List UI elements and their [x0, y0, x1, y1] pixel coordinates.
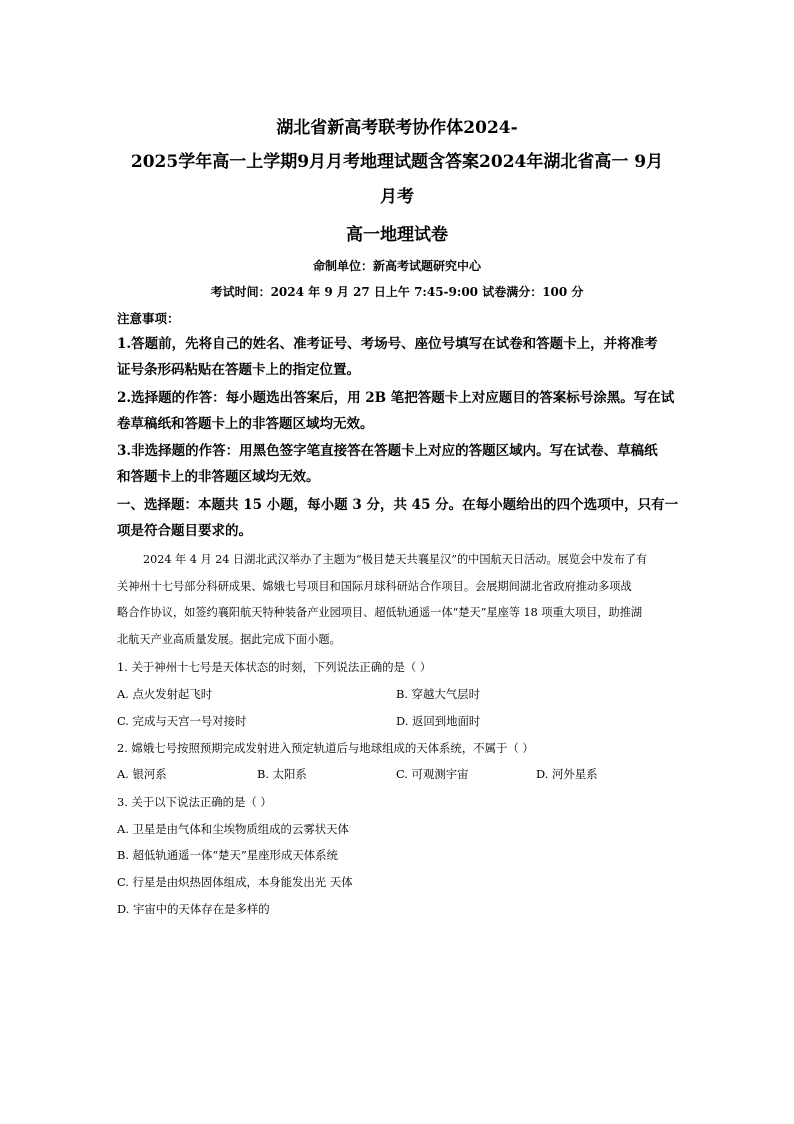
note-2-line-2: 卷草稿纸和答题卡上的非答题区域均无效。 [117, 416, 374, 432]
question-1-option-d: D. 返回到地面时 [396, 714, 481, 728]
question-2-option-d: D. 河外星系 [536, 767, 598, 781]
note-1-line-1: 1.答题前，先将自己的姓名、准考证号、考场号、座位号填写在试卷和答题卡上，并将准考 [117, 336, 658, 352]
notes-heading: 注意事项： [117, 311, 180, 326]
question-1-stem: 1. 关于神州十七号是天体状态的时刻，下列说法正确的是（ ） [117, 660, 432, 674]
question-2-option-b: B. 太阳系 [257, 767, 307, 781]
passage-line-3: 略合作协议，如签约襄阳航天特种装备产业园项目、超低轨通遥一体“楚天”星座等 18 项重大项目，助推湖 [117, 606, 643, 619]
issuer-line: 命制单位：新高考试题研究中心 [312, 259, 481, 273]
passage-line-2: 关神州十七号部分科研成果、嫦娥七号项目和国际月球科研站合作项目。会展期间湖北省政府推动多项战 [117, 580, 632, 593]
exam-info-line: 考试时间：2024 年 9 月 27 日上午 7:45-9:00 试卷满分：100 分 [210, 285, 584, 299]
note-3-line-1: 3.非选择题的作答：用黑色签字笔直接答在答题卡上对应的答题区域内。写在试卷、草稿纸 [117, 443, 658, 459]
passage-line-4: 北航天产业高质量发展。据此完成下面小题。 [117, 633, 341, 646]
question-2-option-a: A. 银河系 [117, 767, 167, 781]
question-1-option-c: C. 完成与天宫一号对接时 [117, 714, 247, 728]
document-title-line-1: 湖北省新高考联考协作体2024- [276, 118, 518, 138]
document-title-line-3: 月考 [380, 187, 414, 207]
question-3-option-b: B. 超低轨通遥一体“楚天”星座形成天体系统 [117, 848, 338, 862]
question-2-option-c: C. 可观测宇宙 [396, 767, 469, 781]
section-heading-line-2: 项是符合题目要求的。 [117, 523, 252, 539]
note-3-line-2: 和答题卡上的非答题区域均无效。 [117, 469, 320, 485]
question-2-stem: 2. 嫦娥七号按照预期完成发射进入预定轨道后与地球组成的天体系统，不属于（ ） [117, 741, 534, 755]
question-1-option-b: B. 穿越大气层时 [396, 687, 480, 701]
question-1-option-a: A. 点火发射起飞时 [117, 687, 213, 701]
question-3-option-d: D. 宇宙中的天体存在是多样的 [117, 902, 270, 916]
question-3-stem: 3. 关于以下说法正确的是（ ） [117, 795, 272, 809]
passage-line-1: 2024 年 4 月 24 日湖北武汉举办了主题为“极目楚天共襄星汉”的中国航天日活动。展览会中发布了有 [143, 553, 648, 566]
document-title-line-2: 2025学年高一上学期9月月考地理试题含答案2024年湖北省高一 9月 [130, 152, 664, 172]
section-heading-line-1: 一、选择题：本题共 15 小题，每小题 3 分，共 45 分。在每小题给出的四个选项中，只有一 [117, 497, 679, 513]
note-2-line-1: 2.选择题的作答：每小题选出答案后，用 2B 笔把答题卡上对应题目的答案标号涂黑。写在试 [117, 390, 675, 406]
note-1-line-2: 证号条形码粘贴在答题卡上的指定位置。 [117, 362, 360, 378]
exam-subtitle: 高一地理试卷 [346, 225, 448, 245]
question-3-option-c: C. 行星是由炽热固体组成，本身能发出光 天体 [117, 875, 353, 889]
question-3-option-a: A. 卫星是由气体和尘埃物质组成的云雾状天体 [117, 822, 349, 836]
